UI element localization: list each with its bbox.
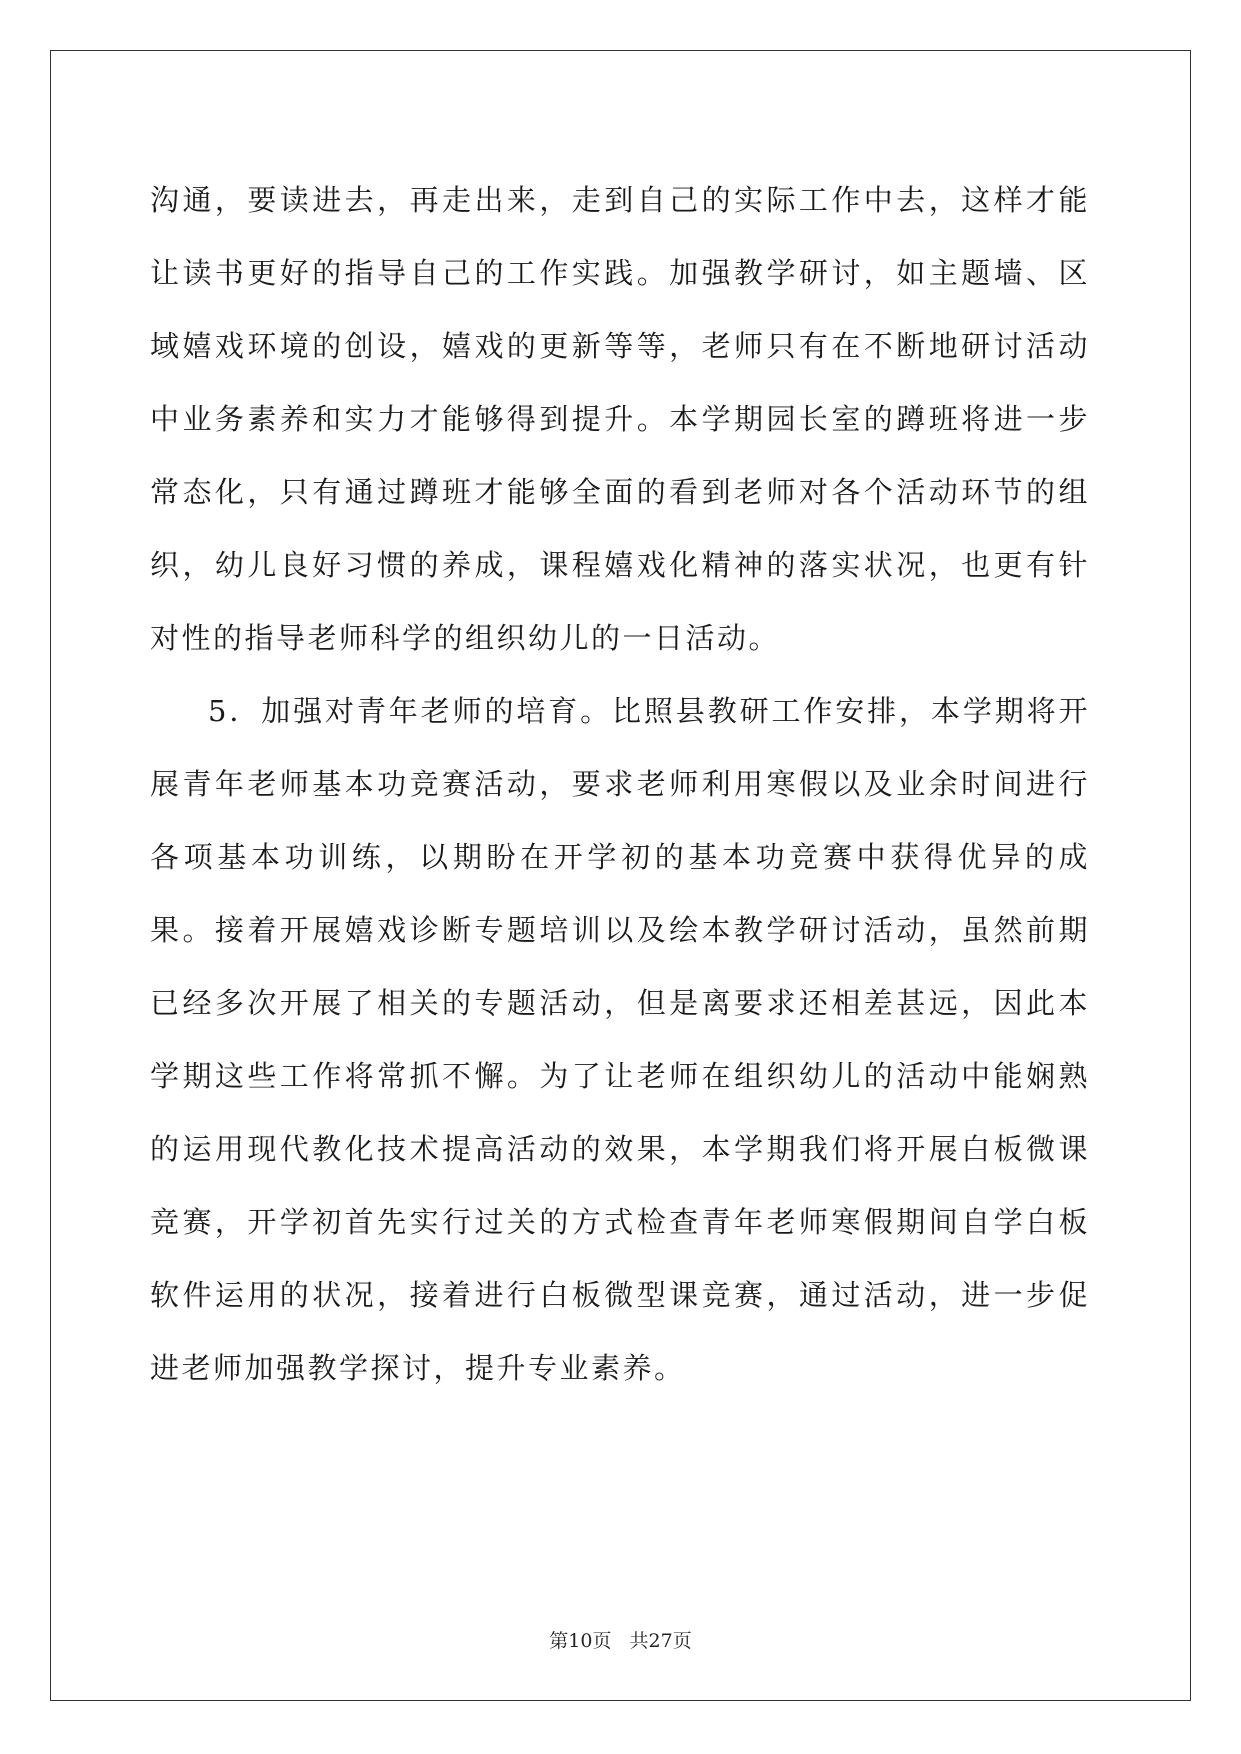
page-footer: [0, 1626, 1241, 1653]
paragraph-1: 沟通，要读进去，再走出来，走到自己的实际工作中去，这样才能让读书更好的指导自己的工作实践。加强教学研讨，如主题墙、区域嬉戏环境的创设，嬉戏的更新等等，老师只有在不断地研讨活动中业务素养和实力才能够得到提升。本学期园长室的蹲班将进一步常态化，只有通过蹲班才能够全面的看到老师对各个活动环节的组织，幼儿良好习惯的养成，课程嬉戏化精神的落实状况，也更有针对性的指导老师科学的组织幼儿的一日活动。: [150, 183, 1090, 655]
document-body: [150, 164, 1090, 1405]
paragraph-2: 5．加强对青年老师的培育。比照县教研工作安排，本学期将开展青年老师基本功竞赛活动，要求老师利用寒假以及业余时间进行各项基本功训练，以期盼在开学初的基本功竞赛中获得优异的成果。接着开展嬉戏诊断专题培训以及绘本教学研讨活动，虽然前期已经多次开展了相关的专题活动，但是离要求还相差甚远，因此本学期这些工作将常抓不懈。为了让老师在组织幼儿的活动中能娴熟的运用现代教化技术提高活动的效果，本学期我们将开展白板微课竞赛，开学初首先实行过关的方式检查青年老师寒假期间自学白板软件运用的状况，接着进行白板微型课竞赛，通过活动，进一步促进老师加强教学探讨，提升专业素养。: [150, 694, 1090, 1385]
page-number: 第10页: [549, 1630, 612, 1652]
page-total: 共27页: [629, 1630, 692, 1652]
